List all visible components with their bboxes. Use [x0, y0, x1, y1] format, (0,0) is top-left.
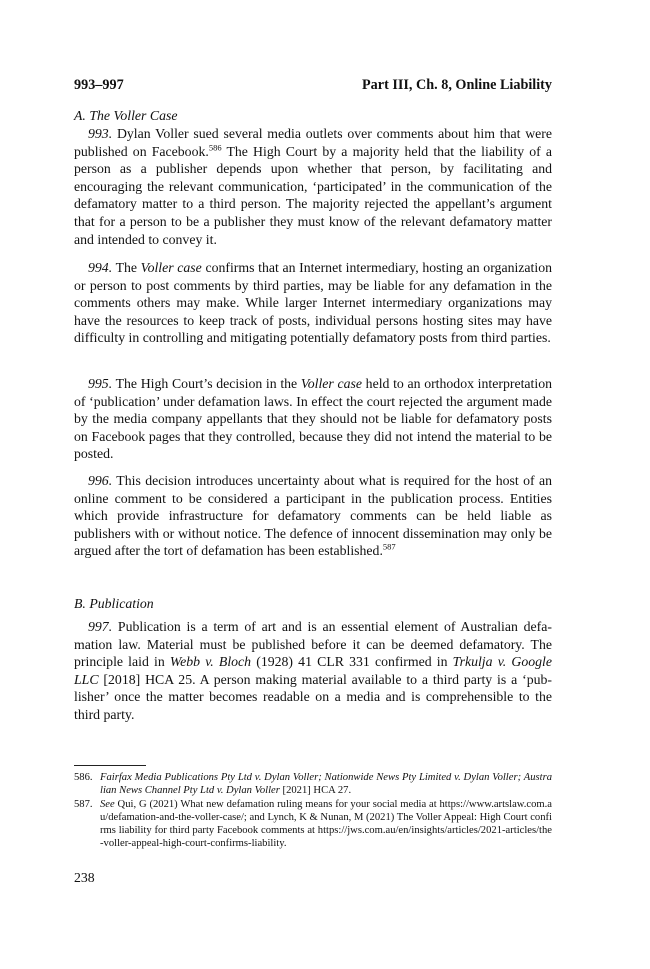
paragraph-text: held to an orthodox interpretation of ‘publication’ under defamation laws. In effect the court rejected the argument made by the media company appellants that they should not be liable for defamatory posts on Facebook pages that they controlled, because they did not intend the material to be posted.	[74, 376, 552, 462]
paragraph-number: 996.	[88, 473, 113, 488]
footnote-ref-587: 587	[382, 541, 396, 552]
header-paragraph-range: 993–997	[74, 77, 124, 93]
paragraph-text: The High Court by a majority held that the liability of a person as a publisher depends upon whether that person, by facilitating and encouraging the relevant communication, ‘participated’ in the communication of the defamatory matter to a third person. The majority rejected the appellant’s argument that for a person to be a publisher they must know of the relevant defamatory matter and intended to convey it.	[74, 143, 552, 247]
paragraph-number: 994.	[88, 260, 113, 275]
paragraph-text: This decision introduces uncertainty about what is required for the host of an online comment to be considered a participant in the publication process. Entities which provide infrastructure for defamatory comments can be held liable as publishers with or without notice. The defence of innocent dissemination may only be argued after the tort of defamation has been established.	[74, 473, 552, 559]
footnote-text	[100, 798, 552, 850]
paragraph-text: [2018] HCA 25. A person making material available to a third party is a ‘publisher’ once the matter becomes readable on a media and is comprehensible to the third party.	[74, 671, 552, 722]
paragraph-text: The High Court’s decision in the	[115, 376, 301, 391]
paragraph-number: 993.	[88, 126, 113, 141]
footnote-number: 586.	[74, 772, 93, 783]
paragraph-997	[74, 618, 552, 724]
case-name: Voller case	[300, 376, 362, 391]
footnote-number: 587.	[74, 799, 93, 810]
paragraph-text: (1928) 41 CLR 331 confirmed in	[251, 654, 453, 670]
footnote-586	[74, 771, 552, 797]
header-chapter-title: Part III, Ch. 8, Online Liability	[362, 77, 552, 93]
footnote-separator	[74, 765, 146, 766]
citation: Qui, G (2021) What new defamation ruling means for your social media at https://www.artslaw.com.au/defamation-and-the-voller-case/; and Lynch, K & Nunan, M (2021) The Voller Appeal: High Court confirms liability for third party Facebook comments at https://jws.com.au/en/insights/articles/2021-articles/the-voller-appeal-high-court-confirms-liability.	[100, 799, 552, 849]
paragraph-996	[74, 472, 552, 560]
paragraph-number: 997.	[88, 619, 113, 634]
section-heading-voller-case: A. The Voller Case	[74, 108, 178, 123]
paragraph-number: 995.	[88, 376, 113, 391]
paragraph-text: The	[115, 260, 141, 275]
section-heading-publication: B. Publication	[74, 596, 154, 611]
paragraph-text: Publication is a term of art and is an essential element of Australian defamation law. Material must be published before it can be deemed defamatory. The principle laid in	[74, 619, 552, 670]
see-signal: See	[100, 799, 115, 810]
paragraph-995	[74, 375, 552, 463]
case-name: Trkulja v. Google LLC	[74, 654, 553, 687]
case-name: Fairfax Media Publications Pty Ltd v. Dylan Voller; Nationwide News Pty Limited v. Dylan Voller; Australian News Channel Pty Ltd v. Dylan Voller	[100, 772, 552, 796]
paragraph-994	[74, 259, 552, 347]
case-name: Voller case	[140, 260, 202, 275]
footnote-587	[74, 798, 552, 850]
page-number: 238	[74, 870, 95, 885]
running-header	[74, 77, 552, 93]
case-name: Webb v. Bloch	[169, 654, 252, 670]
paragraph-text: Dylan Voller sued several media outlets over comments about him that were published on Facebook.	[74, 126, 553, 159]
footnote-ref-586: 586	[208, 142, 222, 152]
footnote-text	[100, 771, 552, 797]
citation: [2021] HCA 27.	[279, 785, 352, 796]
paragraph-text: confirms that an Internet intermediary, hosting an organization or person to post comments by third parties, may be liable for any defamation in the comments others may make. While larger Internet intermediary organizations may have the resources to keep track of posts, individual persons hosting sites may have difficulty in controlling and mitigating potentially defamatory posts from third parties.	[74, 260, 553, 346]
paragraph-993	[74, 125, 552, 248]
